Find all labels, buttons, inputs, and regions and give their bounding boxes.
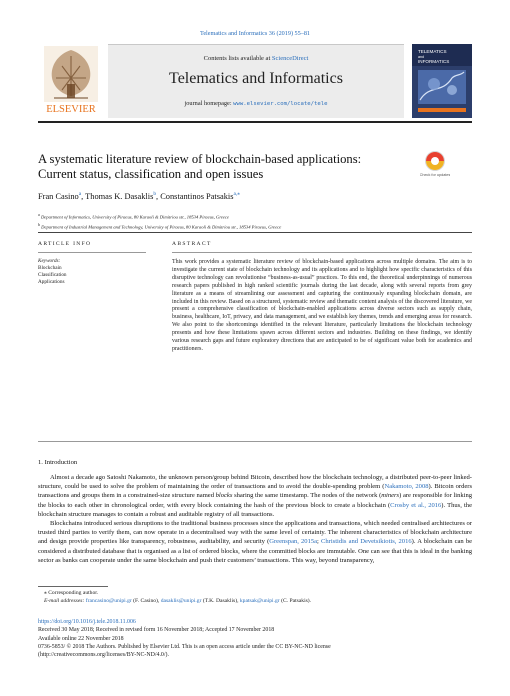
affiliations bbox=[38, 211, 281, 230]
available-online-date: Available online 22 November 2018 bbox=[38, 635, 124, 642]
abstract-heading: ABSTRACT bbox=[172, 241, 212, 247]
contents-prefix: Contents lists available at bbox=[203, 55, 272, 62]
article-info-rule bbox=[38, 252, 146, 253]
affiliation bbox=[38, 211, 281, 221]
article-info-heading: ARTICLE INFO bbox=[38, 241, 92, 247]
publication-info bbox=[38, 618, 472, 659]
paragraph bbox=[38, 473, 472, 519]
email-owner: (F. Casino) bbox=[133, 598, 158, 604]
keywords-label: Keywords: bbox=[38, 258, 61, 264]
citation-link[interactable]: Greenspan, 2015a bbox=[269, 538, 318, 546]
svg-text:TELEMATICS: TELEMATICS bbox=[418, 49, 447, 54]
article-title: A systematic literature review of blockchain-based applications: Current status, classification and open issues bbox=[38, 152, 362, 181]
text-run: sharing the same timestamp. The nodes of the network ( bbox=[232, 492, 382, 500]
paragraph bbox=[38, 519, 472, 565]
author-name[interactable]: Fran Casino bbox=[38, 191, 79, 201]
doi-link[interactable]: https://doi.org/10.1016/j.tele.2018.11.006 bbox=[38, 619, 136, 625]
text-run: ) are responsible for linking the blocks to each other in chronological order, with every block containing the hash of the previous block to create a blockchain ( bbox=[38, 492, 472, 509]
email-owner: (T.K. Dasaklis) bbox=[202, 598, 238, 604]
header-rule bbox=[38, 121, 472, 123]
affiliation-marker: b bbox=[38, 221, 40, 227]
text-run: ). A blockchain can be considered a distributed database that is organised as a list of ordered blocks, where the committed blocks are immutable. One can see that this is ideal in the banking sector as banks can cooperate under the same blockchain and push their customers’ transactions. This way, beyond transparency, bbox=[38, 538, 473, 564]
text-run: ; bbox=[317, 538, 322, 546]
abstract-rule-top bbox=[172, 252, 472, 253]
svg-text:ELSEVIER: ELSEVIER bbox=[46, 104, 96, 115]
homepage-link[interactable]: www.elsevier.com/locate/tele bbox=[233, 101, 328, 107]
journal-title: Telematics and Informatics bbox=[169, 70, 343, 87]
author-affil-marker[interactable]: a bbox=[78, 191, 82, 197]
affiliation-rule bbox=[38, 232, 472, 233]
affiliation-marker: a bbox=[38, 212, 40, 217]
text-run: Almost a decade ago Satoshi Nakamoto, the unknown person/group behind Bitcoin, described how the blockchain technology, a distributed peer-to-peer linked-structure, could be used to solve the problem of maintaining the order of transactions and to avoid the double-spending problem ( bbox=[38, 474, 472, 491]
license-line: 0736-5853/ © 2018 The Authors. Published by Elsevier Ltd. This is an open access article under the CC BY-NC-ND license bbox=[38, 643, 331, 650]
email-link[interactable]: kpatsak@unipi.gr bbox=[239, 598, 280, 604]
citation-link[interactable]: Crosby et al., 2016 bbox=[390, 501, 442, 509]
citation-link[interactable]: Nakamoto, 2008 bbox=[384, 483, 429, 491]
email-line: E-mail addresses: francasino@unipi.gr (F. Casino), dasaklis@unipi.gr (T.K. Dasaklis), kpatsak@unipi.gr (C. Patsakis). bbox=[44, 598, 312, 604]
journal-header bbox=[38, 44, 472, 118]
author-name[interactable]: Constantinos Patsakis bbox=[160, 191, 234, 201]
homepage-prefix: journal homepage: bbox=[184, 100, 234, 107]
abstract-rule-bottom bbox=[38, 441, 472, 442]
emphasized-term: miners bbox=[381, 492, 400, 500]
check-for-updates-icon[interactable] bbox=[420, 150, 450, 182]
affiliation-text: Department of Industrial Management and Technology, University of Piraeus, 80 Karaoli & Dimitriou str., 18534 Piraeus, Greece bbox=[41, 224, 282, 230]
email-link[interactable]: dasaklis@unipi.gr bbox=[160, 598, 202, 604]
journal-homepage-line bbox=[108, 100, 404, 107]
contents-available-line bbox=[108, 55, 404, 62]
sciencedirect-link[interactable]: ScienceDirect bbox=[271, 55, 309, 62]
keyword: Classification bbox=[38, 272, 67, 278]
text-run: ). Thus, the blockchain structure manages to contain a robust and auditable registry of all transactions. bbox=[38, 501, 472, 518]
svg-text:and: and bbox=[418, 55, 424, 59]
keyword: Applications bbox=[38, 279, 65, 285]
text-run: Blockchains introduced serious disruptions to the traditional business processes since the applications and transactions, which needed centralised architectures or trusted third parties to verify them, can now operate in a decentralised way with the same level of certainty. The inherent characteristics of blockchain architecture and design provide properties like transparency, robustness, auditability, and security ( bbox=[38, 520, 472, 546]
received-dates: Received 30 May 2018; Received in revised form 16 November 2018; Accepted 17 November 2018 bbox=[38, 627, 275, 634]
elsevier-logo bbox=[38, 44, 104, 118]
text-run: ). Bitcoin orders transactions and groups them in a constrained-size structure named bbox=[38, 483, 473, 500]
license-url[interactable]: (http://creativecommons.org/licenses/BY-NC-ND/4.0/). bbox=[38, 652, 169, 659]
keyword: Blockchain bbox=[38, 265, 62, 271]
journal-cover-thumbnail bbox=[412, 44, 472, 118]
svg-text:INFORMATICS: INFORMATICS bbox=[418, 59, 450, 64]
corresponding-author-note: ⁎ Corresponding author. bbox=[44, 590, 99, 596]
section-heading-introduction: 1. Introduction bbox=[38, 459, 78, 466]
email-owner: (C. Patsakis). bbox=[281, 598, 312, 604]
introduction-body bbox=[38, 473, 472, 565]
emphasized-term: blocks bbox=[215, 492, 233, 500]
keywords-block bbox=[38, 258, 67, 286]
affiliation bbox=[38, 221, 281, 231]
abstract-text: This work provides a systematic literature review of blockchain-based applications across multiple domains. The aim is to investigate the current state of blockchain technology and its applications and to highlight how specific characteristics of this disruptive technology can revolutionise “business-as-usual” practices. To this end, the theoretical underpinnings of numerous research papers published in high ranked scientific journals during the last decade, along with several reports from grey literature as a means of streamlining our assessment and capturing the continuously expanding blockchain domain, are included in this review. Based on a structured, systematic review and thematic content analysis of the discovered literature, we present a comprehensive classification of blockchain-enabled applications across diverse sectors such as supply chain, business, healthcare, IoT, privacy, and data management, and we establish key themes, trends and emerging areas for research. We also point to the shortcomings identified in the relevant literature, particularly limitations the blockchain technology presents and how these limitations spawn across different sectors and industries. Building on these findings, we identify various research gaps and future exploratory directions that are anticipated to be of significant value both for academics and practitioners. bbox=[172, 259, 472, 352]
affiliation-text: Department of Informatics, University of Piraeus, 80 Karaoli & Dimitriou str., 18534 Piraeus, Greece bbox=[40, 214, 230, 220]
footnotes bbox=[38, 589, 472, 605]
svg-text:Check for updates: Check for updates bbox=[420, 173, 450, 177]
citation-link[interactable]: Christidis and Devetsikiotis, 2016 bbox=[321, 538, 412, 546]
author-affil-marker[interactable]: a,⁎ bbox=[233, 191, 240, 197]
author-affil-marker[interactable]: b bbox=[153, 191, 157, 197]
author-name[interactable]: Thomas K. Dasaklis bbox=[85, 191, 154, 201]
email-link[interactable]: francasino@unipi.gr bbox=[85, 598, 132, 604]
journal-reference[interactable]: Telematics and Informatics 36 (2019) 55–81 bbox=[199, 30, 311, 37]
email-label: E-mail addresses: bbox=[44, 598, 85, 604]
footnote-rule bbox=[38, 586, 108, 587]
journal-banner bbox=[108, 44, 404, 118]
author-list: Fran Casino$^a$, Thomas K. Dasaklis$^b$, Constantinos Patsakis$^{a,⁎}$ bbox=[38, 191, 240, 201]
